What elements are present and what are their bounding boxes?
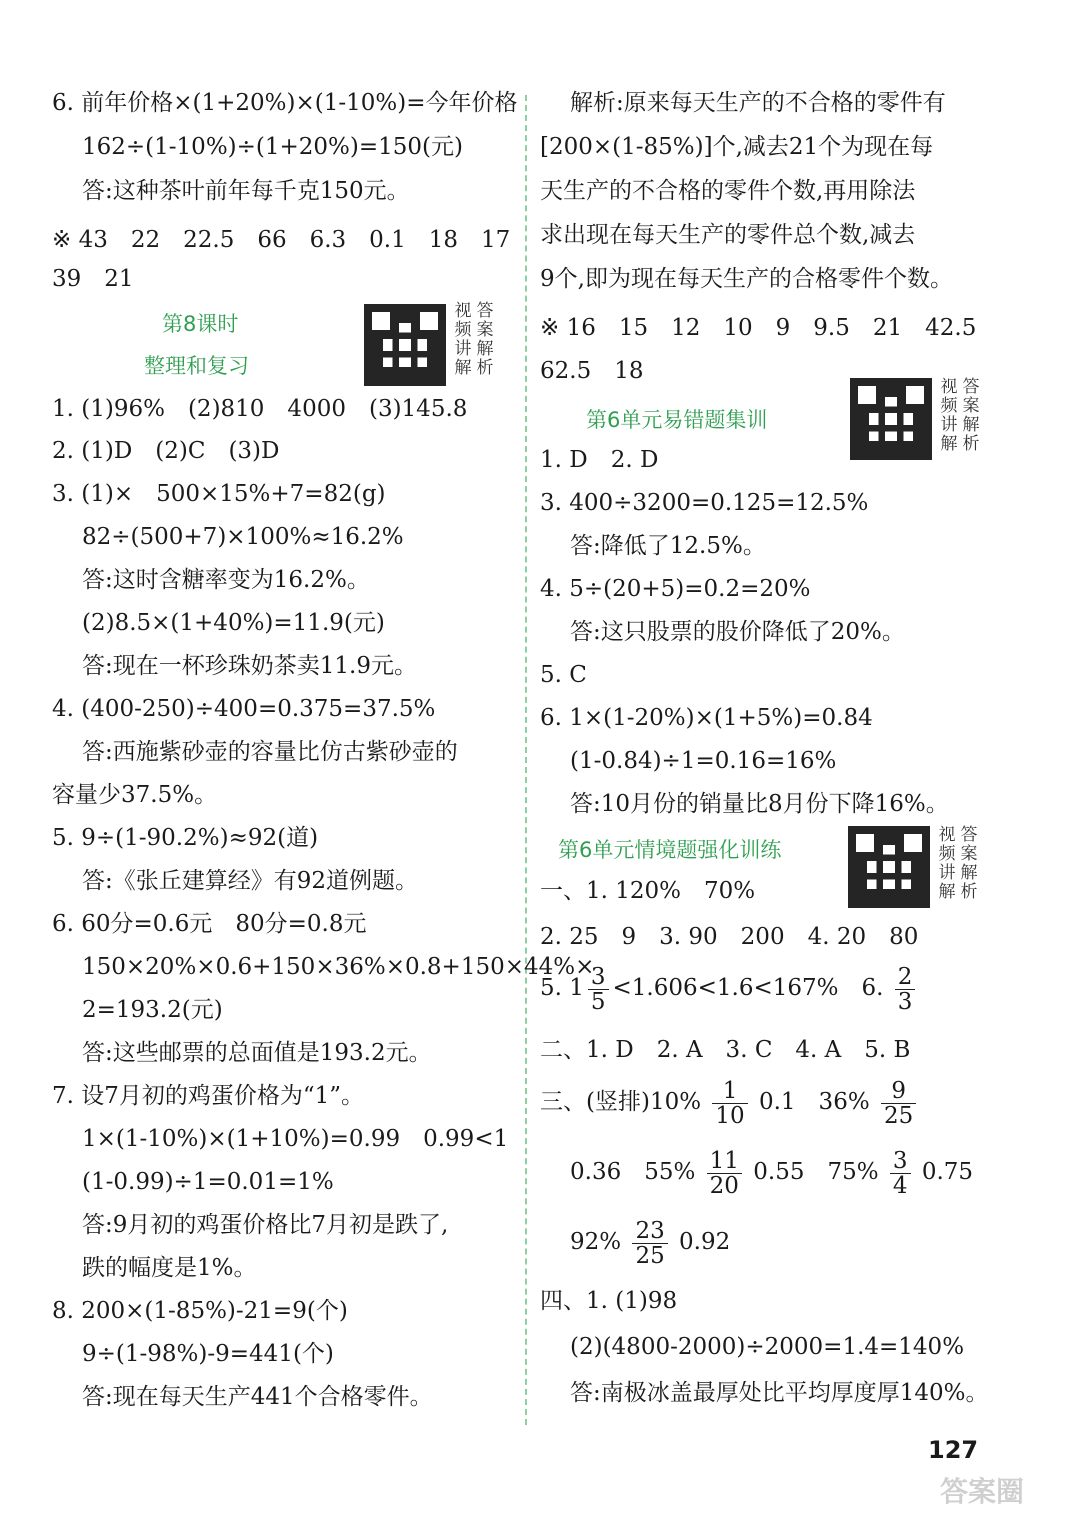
text-fragment: 0.55 75% bbox=[753, 1159, 879, 1185]
text-fragment: 三、(竖排)10% bbox=[540, 1089, 702, 1115]
text-line: 答:这只股票的股价降低了20%。 bbox=[570, 619, 905, 645]
text-line: 答:9月初的鸡蛋价格比7月初是跌了, bbox=[82, 1212, 449, 1238]
text-line: 2. 25 9 3. 90 200 4. 20 80 bbox=[540, 924, 919, 950]
qr-caption: 视 答 频 案 讲 解 解 析 bbox=[940, 377, 980, 454]
text-fragment: 5. 1 bbox=[540, 975, 584, 1001]
text-line: 求出现在每天生产的零件总个数,减去 bbox=[540, 222, 916, 248]
fraction: $\frac{2}{3}$ bbox=[895, 965, 916, 1014]
text-line bbox=[570, 1146, 973, 1198]
fraction: $\frac{3}{5}$ bbox=[588, 965, 609, 1014]
text-line: ※ 16 15 12 10 9 9.5 21 42.5 bbox=[540, 315, 977, 341]
text-line: 39 21 bbox=[52, 266, 134, 292]
fraction: $\frac{11}{20}$ bbox=[707, 1149, 742, 1198]
text-line: 容量少37.5%。 bbox=[52, 782, 218, 808]
qr-caption: 视 答 频 案 讲 解 解 析 bbox=[454, 301, 494, 378]
fraction: $\frac{9}{25}$ bbox=[881, 1079, 916, 1128]
text-line: 6. 前年价格×(1+20%)×(1-10%)=今年价格 bbox=[52, 90, 518, 116]
section-heading: 第6单元易错题集训 bbox=[586, 408, 768, 432]
text-line bbox=[540, 1076, 920, 1128]
text-fragment: <1.606<1.6<167% 6. bbox=[612, 975, 884, 1001]
text-fragment: 0.92 bbox=[679, 1229, 731, 1255]
column-divider bbox=[525, 95, 527, 1425]
text-line: 二、1. D 2. A 3. C 4. A 5. B bbox=[540, 1037, 911, 1063]
text-line: 答:《张丘建算经》有92道例题。 bbox=[82, 868, 419, 894]
text-line: 答:西施紫砂壶的容量比仿古紫砂壶的 bbox=[82, 739, 458, 765]
text-line: 62.5 18 bbox=[540, 358, 644, 384]
text-line: 2=193.2(元) bbox=[82, 997, 223, 1023]
text-line: 答:10月份的销量比8月份下降16%。 bbox=[570, 791, 949, 817]
text-fragment: 92% bbox=[570, 1229, 622, 1255]
text-line: [200×(1-85%)]个,减去21个为现在每 bbox=[540, 134, 934, 160]
text-line: 4. (400-250)÷400=0.375=37.5% bbox=[52, 696, 436, 722]
qr-code-icon[interactable] bbox=[848, 826, 930, 908]
fraction: $\frac{1}{10}$ bbox=[712, 1079, 747, 1128]
text-line: (1-0.84)÷1=0.16=16% bbox=[570, 748, 837, 774]
text-line: 答:现在每天生产441个合格零件。 bbox=[82, 1384, 433, 1410]
fraction: $\frac{23}{25}$ bbox=[632, 1219, 667, 1268]
text-line: (2)8.5×(1+40%)=11.9(元) bbox=[82, 610, 385, 636]
text-line: 8. 200×(1-85%)-21=9(个) bbox=[52, 1298, 348, 1324]
text-line: 答:这些邮票的总面值是193.2元。 bbox=[82, 1040, 432, 1066]
text-line: 答:这时含糖率变为16.2%。 bbox=[82, 567, 370, 593]
section-heading: 第6单元情境题强化训练 bbox=[558, 838, 782, 862]
text-line bbox=[570, 1216, 730, 1268]
text-line: 答:现在一杯珍珠奶茶卖11.9元。 bbox=[82, 653, 417, 679]
text-line: 天生产的不合格的零件个数,再用除法 bbox=[540, 178, 916, 204]
watermark: 答案圈 bbox=[940, 1475, 1025, 1508]
text-line: 3. 400÷3200=0.125=12.5% bbox=[540, 490, 869, 516]
fraction: $\frac{3}{4}$ bbox=[890, 1149, 911, 1198]
text-line bbox=[540, 964, 919, 1014]
text-line: 7. 设7月初的鸡蛋价格为“1”。 bbox=[52, 1083, 365, 1109]
page-number: 127 bbox=[928, 1436, 979, 1464]
text-line: 5. C bbox=[540, 662, 587, 688]
text-line: ※ 43 22 22.5 66 6.3 0.1 18 17 bbox=[52, 227, 511, 253]
text-line: 82÷(500+7)×100%≈16.2% bbox=[82, 524, 404, 550]
text-line: 答:这种茶叶前年每千克150元。 bbox=[82, 178, 410, 204]
text-line: 跌的幅度是1%。 bbox=[82, 1255, 257, 1281]
text-line: 1×(1-10%)×(1+10%)=0.99 0.99<1 bbox=[82, 1126, 509, 1152]
text-line: 2. (1)D (2)C (3)D bbox=[52, 438, 280, 464]
text-line: (2)(4800-2000)÷2000=1.4=140% bbox=[570, 1334, 965, 1360]
text-line: 3. (1)× 500×15%+7=82(g) bbox=[52, 481, 386, 507]
text-line: 6. 1×(1-20%)×(1+5%)=0.84 bbox=[540, 705, 873, 731]
text-line: 1. (1)96% (2)810 4000 (3)145.8 bbox=[52, 396, 468, 422]
text-line: 四、1. (1)98 bbox=[540, 1288, 678, 1314]
qr-caption: 视 答 频 案 讲 解 解 析 bbox=[938, 825, 978, 902]
qr-code-icon[interactable] bbox=[850, 378, 932, 460]
text-line: 150×20%×0.6+150×36%×0.8+150×44%× bbox=[82, 954, 595, 980]
text-line: 9个,即为现在每天生产的合格零件个数。 bbox=[540, 266, 953, 292]
text-fragment: 0.36 55% bbox=[570, 1159, 696, 1185]
section-heading: 整理和复习 bbox=[144, 354, 249, 378]
qr-code-icon[interactable] bbox=[364, 304, 446, 386]
text-line: 1. D 2. D bbox=[540, 447, 659, 473]
text-fragment: 0.75 bbox=[921, 1159, 974, 1185]
text-line: 答:降低了12.5%。 bbox=[570, 533, 766, 559]
text-line: 一、1. 120% 70% bbox=[540, 878, 756, 904]
text-line: 9÷(1-98%)-9=441(个) bbox=[82, 1341, 334, 1367]
text-fragment: 0.1 36% bbox=[758, 1089, 870, 1115]
text-line: 答:南极冰盖最厚处比平均厚度厚140%。 bbox=[570, 1380, 989, 1406]
text-line: (1-0.99)÷1=0.01=1% bbox=[82, 1169, 334, 1195]
text-line: 162÷(1-10%)÷(1+20%)=150(元) bbox=[82, 134, 464, 160]
text-line: 5. 9÷(1-90.2%)≈92(道) bbox=[52, 825, 319, 851]
section-heading: 第8课时 bbox=[162, 312, 239, 336]
text-line: 解析:原来每天生产的不合格的零件有 bbox=[570, 90, 946, 116]
text-line: 4. 5÷(20+5)=0.2=20% bbox=[540, 576, 811, 602]
text-line: 6. 60分=0.6元 80分=0.8元 bbox=[52, 911, 367, 937]
